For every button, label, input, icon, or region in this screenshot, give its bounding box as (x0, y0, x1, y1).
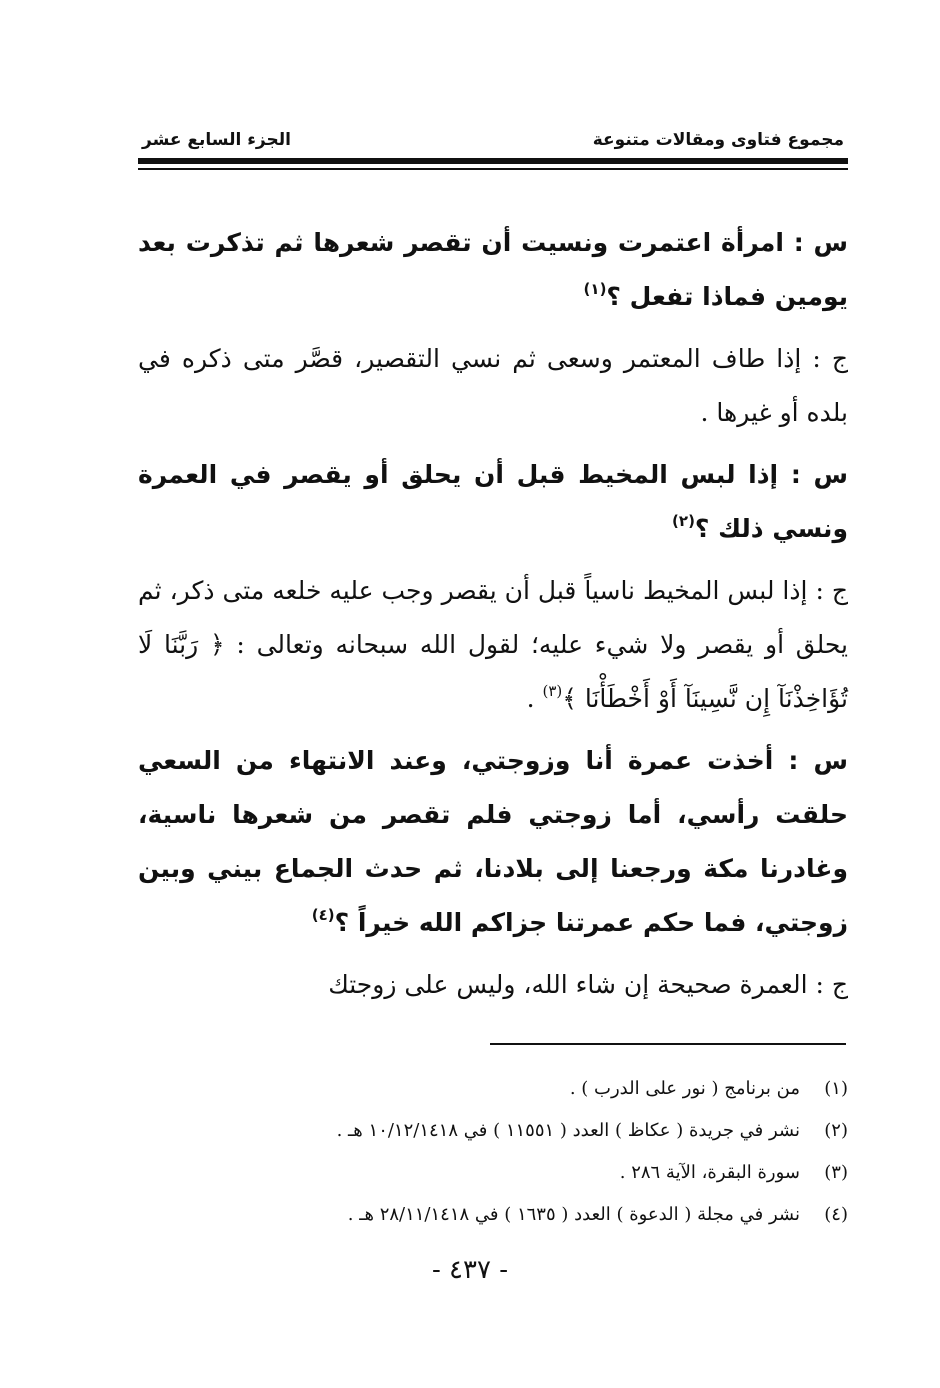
answer-marker: ج : (812, 344, 848, 373)
book-title: مجموع فتاوى ومقالات متنوعة (592, 130, 844, 150)
question-2 (138, 448, 848, 556)
footnote-item (138, 1152, 848, 1194)
question-marker: س : (790, 460, 849, 489)
answer-text: إذا لبس المخيط ناسياً قبل أن يقصر وجب عليه خلعه متى ذكر، ثم يحلق أو يقصر ولا شيء عليه؛ لقول الله سبحانه وتعالى : (138, 576, 849, 659)
question-3 (138, 734, 848, 950)
footnote-number: (١) (824, 1078, 848, 1099)
question-marker: س : (788, 746, 848, 775)
footnote-ref: (١) (583, 279, 607, 298)
question-text: امرأة اعتمرت ونسيت أن تقصر شعرها ثم تذكرت بعد يومين فماذا تفعل ؟ (138, 228, 848, 311)
footnote-ref: (٢) (672, 511, 695, 530)
footnote-text: سورة البقرة، الآية ٢٨٦ . (619, 1162, 800, 1183)
footnote-separator (490, 1043, 846, 1045)
answer-tail: . (526, 684, 535, 713)
answer-3 (138, 958, 848, 1012)
footnote-text: نشر في مجلة ( الدعوة ) العدد ( ١٦٣٥ ) في ٢٨/١١/١٤١٨ هـ . (347, 1204, 800, 1225)
footnote-number: (٣) (824, 1162, 848, 1183)
answer-text: إذا طاف المعتمر وسعى ثم نسي التقصير، قصَّر متى ذكره في بلده أو غيرها . (138, 344, 848, 427)
footnote-text: نشر في جريدة ( عكاظ ) العدد ( ١١٥٥١ ) في ١٠/١٢/١٤١٨ هـ . (336, 1120, 800, 1141)
answer-1 (138, 332, 848, 440)
footnote-item (138, 1194, 848, 1236)
question-text: أخذت عمرة أنا وزوجتي، وعند الانتهاء من السعي حلقت رأسي، أما زوجتي فلم تقصر من شعرها ناسية، وغادرنا مكة ورجعنا إلى بلادنا، ثم حدث الجماع بيني وبين زوجتي، فما حكم عمرتنا جزاكم الله خيراً ؟ (138, 746, 848, 937)
footnote-ref: (٣) (542, 681, 563, 700)
answer-text: العمرة صحيحة إن شاء الله، وليس على زوجتك (328, 970, 808, 999)
answer-2 (138, 564, 848, 726)
footnote-number: (٤) (824, 1204, 848, 1225)
footnote-item (138, 1110, 848, 1152)
question-text: إذا لبس المخيط قبل أن يحلق أو يقصر في العمرة ونسي ذلك ؟ (138, 460, 848, 543)
volume-label: الجزء السابع عشر (142, 130, 291, 150)
main-text (138, 216, 848, 1020)
answer-marker: ج : (815, 970, 848, 999)
page-number: - ٤٣٧ - (431, 1255, 509, 1285)
footnote-text: من برنامج ( نور على الدرب ) . (569, 1078, 800, 1099)
question-marker: س : (793, 228, 848, 257)
header-rule-thick (138, 158, 848, 164)
question-1 (138, 216, 848, 324)
answer-marker: ج : (815, 576, 848, 605)
header-rule-thin (138, 168, 848, 170)
footnote-item (138, 1068, 848, 1110)
footnotes (138, 1068, 848, 1236)
footnote-number: (٢) (824, 1120, 848, 1141)
running-header (138, 124, 848, 158)
quran-verse: ﴿ رَبَّنَا لَا تُؤَاخِذْنَآ إِن نَّسِينَآ أَوْ أَخْطَأْنَا ﴾ (138, 630, 848, 713)
footnote-ref: (٤) (311, 905, 335, 924)
